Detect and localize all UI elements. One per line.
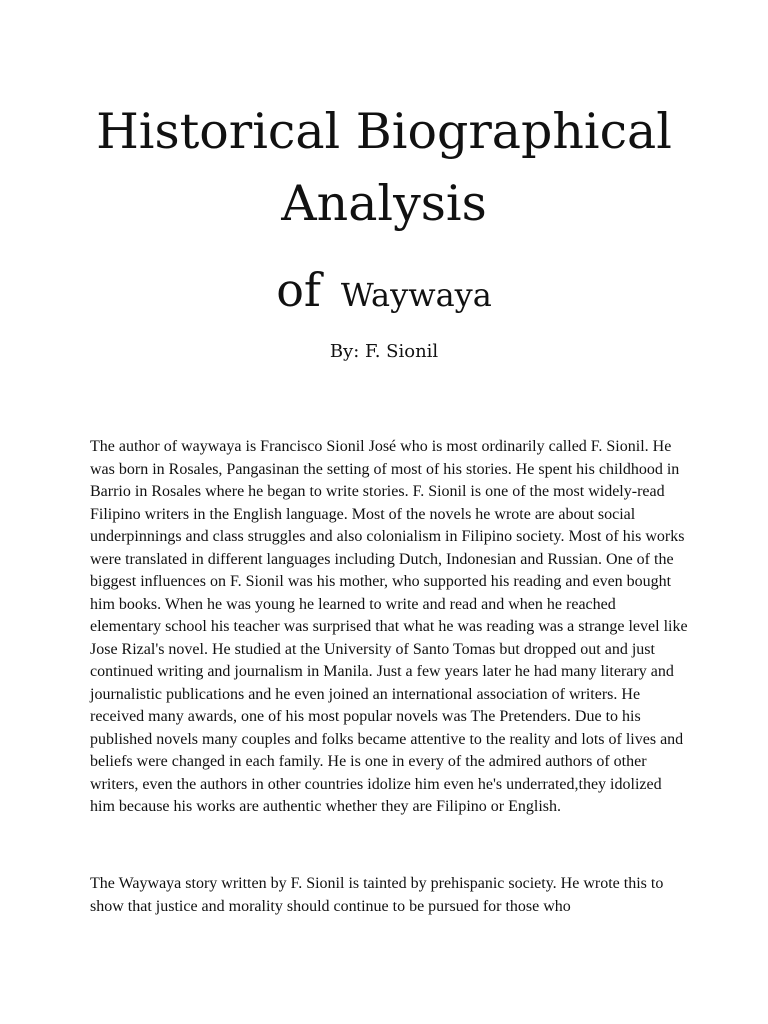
title-line-3 [0,262,768,318]
paragraph-1: The author of waywaya is Francisco Sionil José who is most ordinarily called F. Sionil. He was born in Rosales, Pangasinan the setting of most of his stories. He spent his childhood in Barrio in Rosales where he began to write stories. F. Sionil is one of the most widely-read Filipino writers in the English language. Most of the novels he wrote are about social underpinnings and class struggles and also colonialism in Filipino society. Most of his works were translated in different languages including Dutch, Indonesian and Russian. One of the biggest influences on F. Sionil was his mother, who supported his reading and even bought him books. When he was young he learned to write and read and when he reached elementary school his teacher was surprised that what he was reading was a strange level like Jose Rizal's novel. He studied at the University of Santo Tomas but dropped out and just continued writing and journalism in Manila. Just a few years later he had many literary and journalistic publications and he even joined an international association of writers. He received many awards, one of his most popular novels was The Pretenders. Due to his published novels many couples and folks became attentive to the reality and lots of lives and beliefs were changed in each family. He is one in every of the admired authors of other writers, even the authors in other countries idolize him even he's underrated,they idolized him because his works are authentic whether they are Filipino or English. [90,438,688,815]
title-of-word: of [276,263,321,317]
title-line-2: Analysis [281,175,487,232]
paragraph-2: The Waywaya story written by F. Sionil is tainted by prehispanic society. He wrote this to show that justice and morality should continue to be pursued for those who [90,875,664,915]
title-subject: Waywaya [340,276,492,314]
author-byline: By: F. Sionil [329,341,439,362]
title-line-1: Historical Biographical [96,103,672,160]
